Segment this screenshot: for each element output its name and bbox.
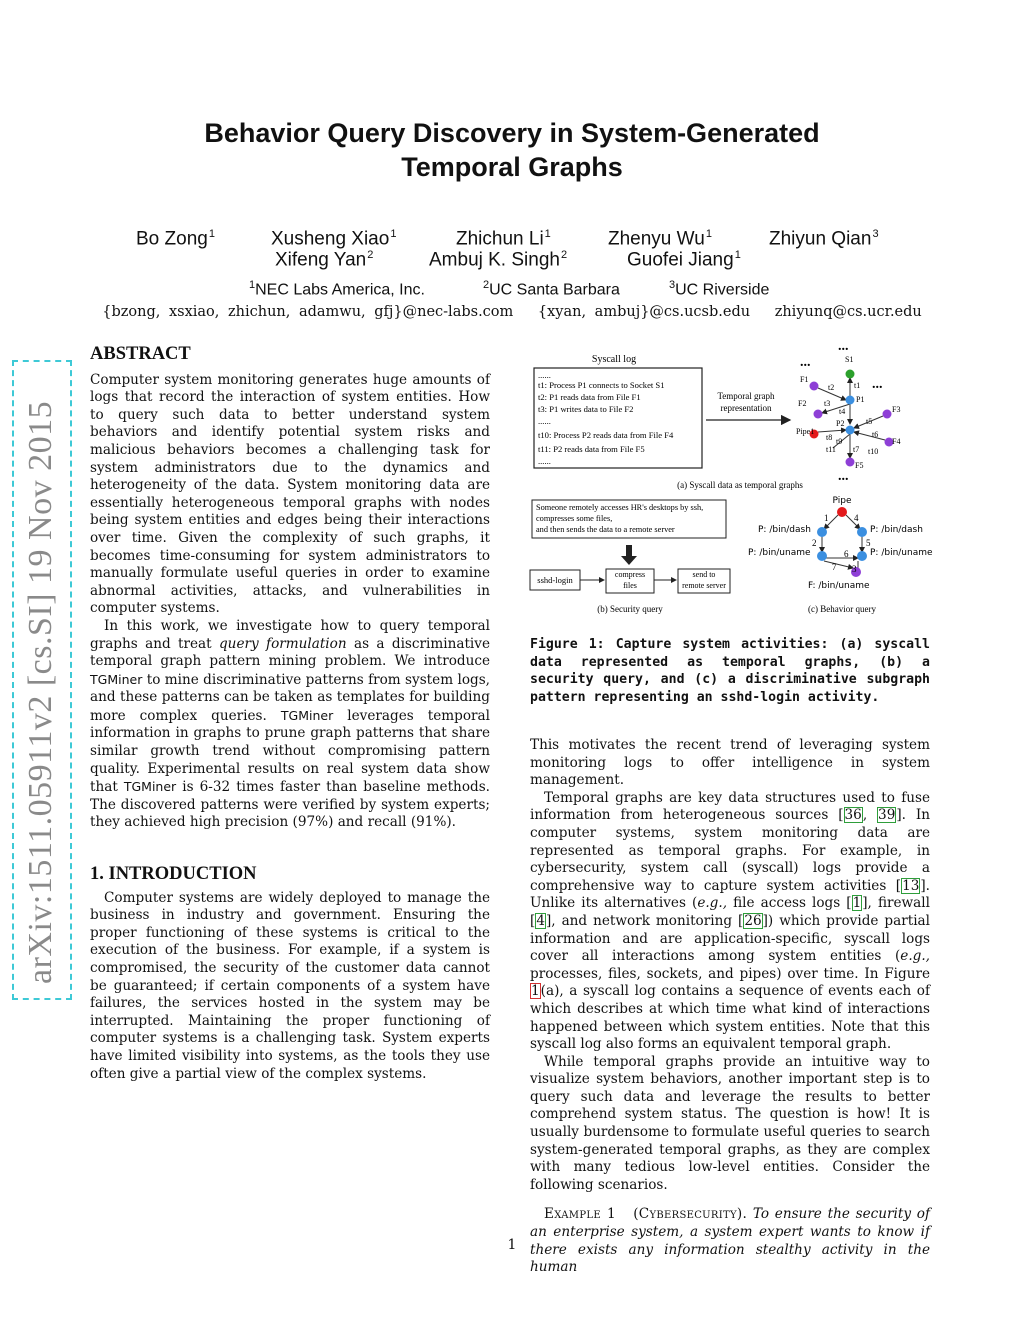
affiliation: $^3$UC Riverside — [669, 279, 770, 299]
log-line: t2: P1 reads data from File F1 — [538, 392, 641, 402]
edge-label: t11 — [826, 445, 836, 454]
author-name: Zhichun Li$^1$ — [456, 228, 551, 250]
behavior-label: Pipe — [832, 496, 852, 506]
arxiv-stamp: arXiv:1511.05911v2 [cs.SI] 19 Nov 2015 — [12, 360, 72, 1000]
abstract-paragraph: Computer system monitoring generates huge amounts of logs that record the interaction of system entities. How to query such data to better understand system behaviors and identify potential system risks and malicious behaviors becomes a challenging task for system administrators due to the dynamics and heterogeneity of the data. System monitoring data are essentially heterogeneous temporal graphs with nodes being system entities and edges being their interactions over time. Given the complexity of such graphs, it becomes time-consuming for system administrators to manually formulate useful queries in order to examine abnormal activities, attacks, and vulnerabilities in computer systems. — [90, 371, 490, 617]
edge-number: 2 — [812, 538, 817, 548]
edge-number: 4 — [854, 513, 859, 523]
email: zhiyunq@cs.ucr.edu — [774, 304, 922, 320]
edge-label: t5 — [866, 417, 873, 426]
affiliation: $^2$UC Santa Barbara — [483, 279, 620, 299]
citation-link[interactable]: 1 — [852, 895, 862, 912]
author-name: Zhenyu Wu$^1$ — [608, 228, 712, 250]
node-label: F1 — [800, 375, 809, 384]
edge-label: t6 — [872, 430, 879, 439]
abstract-paragraph: In this work, we investigate how to query temporal graphs and treat query formulation as a discriminative temporal graph pattern mining problem. We introduce TGMiner to mine discriminative patterns from system logs, and these patterns can be taken as templates for building more complex queries. TGMiner leverages temporal information in graphs to prune graph patterns that share similar growth trend without compromising pattern quality. Experimental results on real system data show that TGMiner is 6-32 times faster than baseline methods. The discovered patterns were verified by system experts; they achieved high precision (97%) and recall (91%). — [90, 617, 490, 831]
node-label: F3 — [892, 405, 901, 414]
file-node — [814, 410, 823, 419]
figure-1 — [528, 340, 948, 630]
edge-label: t7 — [853, 445, 860, 454]
arrow-label: Temporal graph — [717, 391, 775, 401]
abstract-heading: ABSTRACT — [90, 344, 191, 364]
edge-label: t2 — [828, 383, 835, 392]
behavior-label: P: /bin/dash — [870, 525, 923, 535]
process-node — [846, 426, 855, 435]
paper-title — [0, 116, 1024, 184]
query-node-label: sshd-login — [537, 575, 573, 585]
log-line: t3: P1 writes data to File F2 — [538, 404, 634, 414]
query-node-label: files — [623, 581, 637, 590]
author-name: Ambuj K. Singh$^2$ — [429, 249, 568, 271]
process-node — [817, 527, 827, 537]
example-paragraph: Example 1 (Cybersecurity). To ensure the security of an enterprise system, a system expert wants to know if there exists any information stealthy activity in the human — [530, 1206, 930, 1276]
citation-link[interactable]: 26 — [744, 912, 762, 929]
figure-caption: Figure 1: Capture system activities: (a) syscall data represented as temporal graphs, (b) a security query, and (c) a discriminative subgraph pattern representing an sshd-login activity. — [530, 637, 930, 705]
citation-link[interactable]: 39 — [878, 807, 896, 824]
scenario-line: Someone remotely accesses HR's desktops by ssh, — [536, 503, 704, 512]
author-name: Guofei Jiang$^1$ — [627, 249, 741, 271]
node-label: P1 — [856, 395, 865, 404]
ellipsis: ... — [800, 355, 811, 370]
arrow-label: representation — [720, 403, 772, 413]
node-label: F5 — [855, 461, 864, 470]
query-node-label: compress — [614, 570, 646, 579]
file-node — [846, 458, 855, 467]
title-line-1: Behavior Query Discovery in System-Generated — [204, 118, 820, 148]
intro-paragraph: Computer systems are widely deployed to manage the business in industry and government. Ensuring the proper functioning of these systems is critical to the execution of the business. For example, if a system is compromised, the security of the customer data cannot be guaranteed; if certain components of a system have failures, the services hosted in the system may be interrupted. Maintaining the proper functioning of computer systems is a challenging task. System experts have limited visibility into systems, as the tools they use often give a partial view of the complex systems. — [90, 889, 490, 1082]
down-arrow-shaft — [626, 545, 632, 557]
edge-number: 6 — [844, 549, 849, 559]
pipe-node — [837, 507, 847, 517]
paragraph: This motivates the recent trend of leveraging system monitoring logs to offer intelligence in system management. — [530, 737, 930, 789]
log-line: ...... — [538, 456, 551, 466]
citation-link[interactable]: 4 — [536, 912, 545, 929]
node-label: P2 — [836, 419, 845, 428]
title-line-2: Temporal Graphs — [401, 152, 623, 182]
file-node — [883, 410, 892, 419]
log-line: t1: Process P1 connects to Socket S1 — [538, 380, 665, 390]
behavior-label: P: /bin/uname — [870, 548, 933, 558]
down-arrow-head — [621, 556, 637, 565]
ellipsis: ... — [838, 469, 849, 484]
query-node-label: remote server — [682, 581, 726, 590]
edge-label: t10 — [868, 447, 879, 456]
edge-label: t9 — [836, 437, 843, 446]
author-name: Xifeng Yan$^2$ — [275, 249, 374, 271]
process-node — [857, 551, 867, 561]
author-name: Bo Zong$^1$ — [136, 228, 215, 250]
log-line: ...... — [538, 416, 551, 426]
node-label: F4 — [892, 437, 901, 446]
edge-number: 5 — [866, 538, 871, 548]
query-node-label: send to — [692, 570, 716, 579]
page-number: 1 — [507, 1237, 517, 1253]
behavior-label: P: /bin/dash — [758, 525, 811, 535]
intro-heading: 1. INTRODUCTION — [90, 864, 257, 885]
socket-node — [846, 370, 855, 379]
edge-label: t1 — [854, 381, 861, 390]
edge-label: t8 — [826, 433, 833, 442]
edge-number: 7 — [832, 562, 837, 572]
ellipsis: ... — [872, 377, 883, 392]
log-line: t11: P2 reads data from File F5 — [538, 444, 645, 454]
edge-label: t3 — [824, 399, 831, 408]
subcaption-a: (a) Syscall data as temporal graphs — [677, 480, 803, 490]
edge-number: 1 — [824, 513, 829, 523]
subcaption-b: (b) Security query — [597, 604, 663, 614]
behavior-label: P: /bin/uname — [748, 548, 811, 558]
figure-link[interactable]: 1 — [531, 983, 540, 1000]
process-node — [857, 527, 867, 537]
node-label: S1 — [845, 355, 854, 364]
process-node — [817, 551, 827, 561]
edge-number: 3 — [852, 564, 857, 574]
author-name: Zhiyun Qian$^3$ — [769, 228, 879, 250]
affiliation: $^1$NEC Labs America, Inc. — [249, 279, 425, 299]
author-name: Xusheng Xiao$^1$ — [271, 228, 397, 250]
behavior-label: F: /bin/uname — [808, 581, 870, 591]
ellipsis: ... — [838, 340, 849, 354]
citation-link[interactable]: 36 — [844, 807, 862, 824]
node-label: Pipe1 — [796, 427, 815, 436]
email: {bzong, xsxiao, zhichun, adamwu, gfj}@nec-labs.com — [102, 304, 514, 320]
citation-link[interactable]: 13 — [902, 877, 920, 894]
right-column — [530, 737, 930, 1277]
left-column — [90, 346, 490, 1083]
log-line: t10: Process P2 reads data from File F4 — [538, 430, 674, 440]
node-label: F2 — [798, 399, 807, 408]
log-line: ...... — [538, 370, 551, 380]
scenario-line: and then sends the data to a remote server — [536, 525, 675, 534]
edge-label: t4 — [839, 407, 846, 416]
file-node — [810, 382, 819, 391]
email: {xyan, ambuj}@cs.ucsb.edu — [537, 304, 751, 320]
paragraph: While temporal graphs provide an intuitive way to visualize system behaviors, another important step is to query such data and leverage the results to better comprehend system status. The question is how! It is usually burdensome to formulate useful queries to search system-generated temporal graphs, as they are complex with many tedious low-level entities. Consider the following scenarios. — [530, 1053, 930, 1193]
paragraph: Temporal graphs are key data structures used to fuse information from heterogeneous sources [36, 39]. In computer systems, system monitoring data are represented as temporal graphs. For example, in cybersecurity, system call (syscall) logs provide a comprehensive way to capture system activities [13]. Unlike its alternatives (e.g., file access logs [1], firewall [4], and network monitoring [26]) which provide partial information and are application-specific, syscall logs cover all interactions among system entities (e.g., processes, files, sockets, and pipes) over time. In Figure 1(a), a syscall log contains a sequence of events each of which describes at which time what kind of interactions happened between which system entities. Note that this syscall log also forms an equivalent temporal graph. — [530, 789, 930, 1053]
scenario-line: compresses some files, — [536, 514, 613, 523]
syscall-log-title: Syscall log — [591, 354, 637, 365]
process-node — [846, 396, 855, 405]
subcaption-c: (c) Behavior query — [808, 604, 876, 614]
author-emails — [0, 304, 1024, 320]
